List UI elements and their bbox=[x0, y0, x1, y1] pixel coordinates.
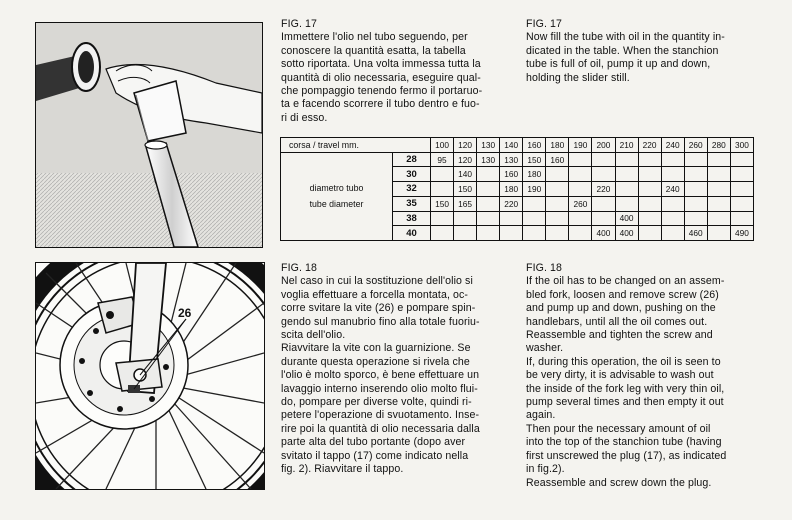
table-cell bbox=[569, 167, 592, 182]
table-cell: 240 bbox=[661, 182, 684, 197]
table-cell bbox=[730, 152, 753, 167]
table-cell bbox=[684, 152, 707, 167]
table-cell: 120 bbox=[454, 152, 477, 167]
table-cell bbox=[546, 167, 569, 182]
travel-header: 180 bbox=[546, 138, 569, 153]
table-cell bbox=[638, 167, 661, 182]
fig18-illustration bbox=[35, 262, 265, 490]
table-cell bbox=[615, 167, 638, 182]
table-cell bbox=[684, 196, 707, 211]
table-cell bbox=[477, 196, 500, 211]
table-cell bbox=[431, 226, 454, 241]
travel-header: 200 bbox=[592, 138, 615, 153]
fig18-italian-heading: FIG. 18 bbox=[281, 262, 318, 274]
table-cell: 180 bbox=[523, 167, 546, 182]
table-cell bbox=[615, 152, 638, 167]
table-cell: 490 bbox=[730, 226, 753, 241]
table-cell bbox=[638, 152, 661, 167]
table-cell: 400 bbox=[592, 226, 615, 241]
table-cell bbox=[707, 226, 730, 241]
table-cell: 160 bbox=[546, 152, 569, 167]
table-cell bbox=[707, 196, 730, 211]
diameter-cell: 38 bbox=[393, 211, 431, 226]
table-cell bbox=[477, 167, 500, 182]
table-cell: 150 bbox=[523, 152, 546, 167]
table-cell: 220 bbox=[500, 196, 523, 211]
fig18-italian-body: Nel caso in cui la sostituzione dell'olio si voglia effettuare a forcella montata, oc- corre svitare la vite (26) e pompare spin- gendo sul manubrio fino alla totale fuoriu- scita dell'olio. Riavvitare la vite con la guarnizione. Se durante questa operazione si rivela che l'olio è molto sporco, è bene effettuare un lavaggio interno inserendo olio molto flui- do, pompare per diverse volte, quindi ri- petere l'operazione di svuotamento. Inse- rire poi la quantità di olio necessaria dalla parte alta del tubo portante (dopo aver svitato il tappo (17) come indicato nella fig. 2). Riavvitare il tappo. bbox=[281, 275, 480, 476]
table-cell bbox=[569, 211, 592, 226]
table-cell bbox=[431, 167, 454, 182]
travel-header: 240 bbox=[661, 138, 684, 153]
table-cell bbox=[592, 196, 615, 211]
table-cell: 220 bbox=[592, 182, 615, 197]
fig18-drawing bbox=[36, 263, 264, 489]
fig17-english-heading: FIG. 17 bbox=[526, 18, 563, 30]
travel-header: 300 bbox=[730, 138, 753, 153]
travel-header: 140 bbox=[500, 138, 523, 153]
fig17-italian-body: Immettere l'olio nel tubo seguendo, per conoscere la quantità esatta, la tabella sotto riportata. Una volta immessa tutta la quantità di olio necessaria, eseguire qual- che pompaggio tenendo fermo il portaruo- ta e facendo scorrere il tubo dentro e fuo- ri di esso. bbox=[281, 31, 483, 124]
fig18-english-body: If the oil has to be changed on an assem- bled fork, loosen and remove screw (26) and pump up and down, pushing on the handlebars, until all the oil comes out. Reassemble and tighten the screw and washer. If, during this operation, the oil is seen to be very dirty, it is advisable to wash out the inside of the fork leg with very thin oil, pump several times and then empty it out again. Then pour the necessary amount of oil into the top of the stanchion tube (having first unscrewed the plug (17), as indicated in fig.2). Reassemble and screw down the plug. bbox=[526, 275, 727, 489]
diameter-cell: 30 bbox=[393, 167, 431, 182]
table-cell bbox=[638, 211, 661, 226]
table-cell bbox=[546, 211, 569, 226]
table-cell bbox=[661, 211, 684, 226]
travel-header: 190 bbox=[569, 138, 592, 153]
table-cell bbox=[592, 167, 615, 182]
diameter-cell: 32 bbox=[393, 182, 431, 197]
table-cell bbox=[546, 196, 569, 211]
fig18-english-text bbox=[526, 262, 762, 490]
table-cell bbox=[431, 211, 454, 226]
table-cell bbox=[500, 211, 523, 226]
fig17-italian-heading: FIG. 17 bbox=[281, 18, 318, 30]
table-cell bbox=[661, 152, 684, 167]
fig17-drawing bbox=[36, 23, 262, 247]
table-cell: 160 bbox=[500, 167, 523, 182]
table-cell: 140 bbox=[454, 167, 477, 182]
travel-header: 100 bbox=[431, 138, 454, 153]
table-header-label: corsa / travel mm. bbox=[281, 138, 431, 153]
table-cell: 190 bbox=[523, 182, 546, 197]
travel-header: 130 bbox=[477, 138, 500, 153]
table-cell bbox=[661, 196, 684, 211]
table-cell: 180 bbox=[500, 182, 523, 197]
table-cell: 130 bbox=[477, 152, 500, 167]
travel-header: 260 bbox=[684, 138, 707, 153]
table-cell bbox=[477, 226, 500, 241]
table-cell: 460 bbox=[684, 226, 707, 241]
table-cell bbox=[454, 211, 477, 226]
tube-diameter-label-it: diametro tubo bbox=[309, 183, 364, 194]
table-cell bbox=[523, 211, 546, 226]
travel-header: 160 bbox=[523, 138, 546, 153]
diameter-cell: 28 bbox=[393, 152, 431, 167]
diameter-cell: 40 bbox=[393, 226, 431, 241]
table-cell bbox=[638, 226, 661, 241]
table-cell bbox=[500, 226, 523, 241]
tube-diameter-label bbox=[281, 152, 393, 240]
table-cell bbox=[431, 182, 454, 197]
table-cell bbox=[546, 182, 569, 197]
callout-26-label: 26 bbox=[178, 306, 192, 320]
table-cell bbox=[477, 211, 500, 226]
table-cell: 150 bbox=[431, 196, 454, 211]
fig18-english-heading: FIG. 18 bbox=[526, 262, 563, 274]
table-cell bbox=[569, 182, 592, 197]
table-cell bbox=[707, 167, 730, 182]
table-cell bbox=[523, 226, 546, 241]
table-cell bbox=[730, 211, 753, 226]
table-cell: 165 bbox=[454, 196, 477, 211]
table-cell bbox=[707, 182, 730, 197]
table-cell bbox=[684, 211, 707, 226]
table-cell: 400 bbox=[615, 211, 638, 226]
table-cell bbox=[569, 226, 592, 241]
diameter-cell: 35 bbox=[393, 196, 431, 211]
travel-header: 210 bbox=[615, 138, 638, 153]
travel-header: 120 bbox=[454, 138, 477, 153]
fig18-italian-text bbox=[281, 262, 509, 477]
table-cell: 150 bbox=[454, 182, 477, 197]
table-cell bbox=[523, 196, 546, 211]
table-cell bbox=[707, 152, 730, 167]
fig17-english-body: Now fill the tube with oil in the quantity in- dicated in the table. When the stanchion tube is full of oil, pump it up and down, holding the slider still. bbox=[526, 31, 725, 84]
table-cell bbox=[546, 226, 569, 241]
table-header-row bbox=[281, 138, 754, 153]
travel-header: 280 bbox=[707, 138, 730, 153]
table-cell bbox=[684, 167, 707, 182]
table-cell bbox=[661, 167, 684, 182]
fig17-english-text bbox=[526, 18, 756, 85]
table-cell: 400 bbox=[615, 226, 638, 241]
table-cell bbox=[592, 152, 615, 167]
table-cell: 260 bbox=[569, 196, 592, 211]
table-cell bbox=[730, 196, 753, 211]
fig17-italian-text bbox=[281, 18, 507, 125]
table-cell bbox=[592, 211, 615, 226]
tube-diameter-label-en: tube diameter bbox=[309, 199, 364, 210]
fig17-illustration bbox=[35, 22, 263, 248]
table-cell bbox=[638, 196, 661, 211]
table-cell bbox=[730, 167, 753, 182]
table-cell bbox=[707, 211, 730, 226]
table-cell bbox=[477, 182, 500, 197]
table-cell bbox=[454, 226, 477, 241]
table-cell bbox=[730, 182, 753, 197]
table-cell: 95 bbox=[431, 152, 454, 167]
table-cell bbox=[661, 226, 684, 241]
table-cell bbox=[569, 152, 592, 167]
table-cell bbox=[684, 182, 707, 197]
table-cell bbox=[638, 182, 661, 197]
travel-header: 220 bbox=[638, 138, 661, 153]
table-row bbox=[281, 152, 754, 167]
oil-quantity-table bbox=[280, 137, 754, 241]
table-cell bbox=[615, 196, 638, 211]
table-cell: 130 bbox=[500, 152, 523, 167]
table-cell bbox=[615, 182, 638, 197]
